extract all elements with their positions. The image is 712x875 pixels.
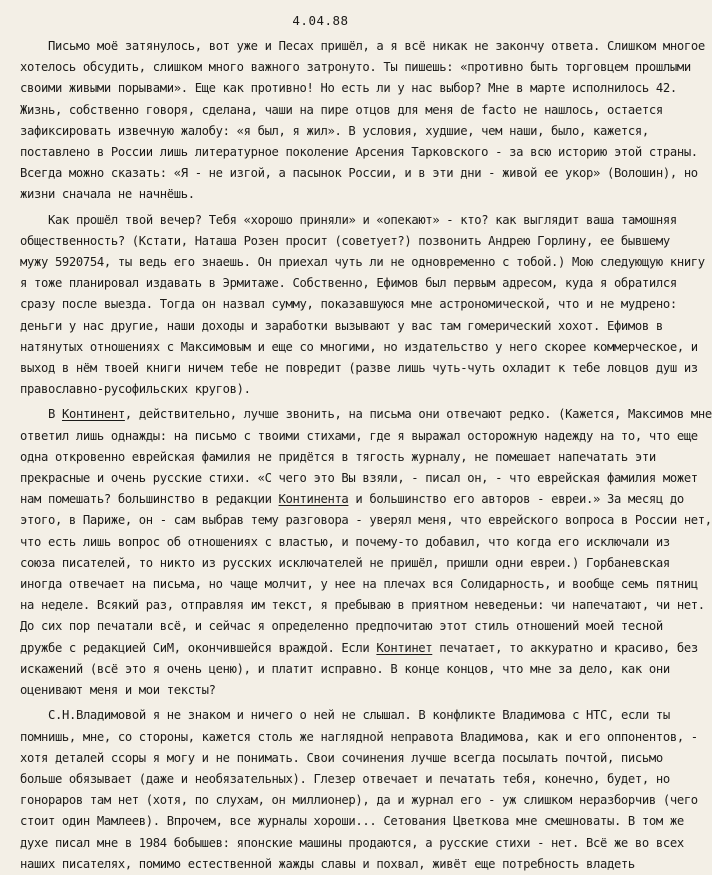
text-line: своими живыми порывами». Еще как противно! Но есть ли у нас выбор? Мне в марте исполнилось 42. — [20, 81, 677, 96]
text-line: союза писателей, то никто из русских исключателей не пришёл, пришли одни евреи.) Горбаневская — [20, 555, 670, 570]
text-line: натянутых отношениях с Максимовым и еще со многими, но издательство у него скорее коммерческое, и — [20, 339, 698, 354]
paragraph — [20, 210, 705, 401]
text-line: стоит один Мамлеев). Впрочем, все журналы хороши... Сетования Цветкова мне смешноваты. В том же — [20, 814, 684, 829]
text-line: духе писал мне в 1984 бобышев: японские машины продаются, а русские стихи - нет. Всё же во всех — [20, 835, 684, 850]
text-line: что есть лишь вопрос об отношениях с властью, и почему-то добавил, что когда его исключали из — [20, 534, 670, 549]
text-line: этого, в Париже, он - сам выбрав тему разговора - уверял меня, что еврейского вопроса в России нет, — [20, 513, 712, 528]
text-line: Жизнь, собственно говоря, сделана, чаши на пире отцов для меня de facto не нашлось, остается — [20, 102, 663, 117]
text-line: помнишь, мне, со стороны, кажется столь же наглядной неправота Владимова, как и его оппонентов, - — [20, 729, 698, 744]
text-line: мужу 5920754, ты ведь его знаешь. Он приехал чуть ли не одновременно с тобой.) Мою следующую книгу — [20, 255, 705, 270]
underlined-title: Континет — [376, 640, 433, 655]
text-line: искажений (всё это я очень ценю), и платит исправно. В конце концов, что мне за дело, как они — [20, 661, 670, 676]
paragraph — [20, 705, 698, 875]
text-line: С.Н.Владимовой я не знаком и ничего о ней не слышал. В конфликте Владимова с НТС, если ты — [48, 708, 670, 723]
text-line: Всегда можно сказать: «Я - не изгой, а пасынок России, и в эти дни - живой ее укор» (Волошин), но — [20, 166, 698, 181]
text-line: сразу после выезда. Тогда он назвал сумму, показавшуюся мне астрономической, что и не мудрено: — [20, 297, 677, 312]
text-line: В Континент, действительно, лучше звонить, на письма они отвечают редко. (Кажется, Максимов мне — [48, 407, 712, 422]
text-line: жизни сначала не начнёшь. — [20, 187, 195, 202]
text-line: общественность? (Кстати, Наташа Розен просит (советует?) позвонить Андрею Горлину, ее бывшему — [20, 233, 670, 248]
letter-body — [20, 36, 712, 875]
underlined-title: Континент — [61, 407, 125, 422]
text-line: До сих пор печатали всё, и сейчас я определенно предпочитаю этот стиль отношений моей тесной — [20, 619, 663, 634]
text-line: иногда отвечает на письма, но чаще молчит, у нее на плечах вся Солидарность, и вообще семь пятниц — [20, 577, 698, 592]
text-line: Письмо моё затянулось, вот уже и Песах пришёл, а я всё никак не закончу ответа. Слишком многое — [48, 39, 705, 53]
text-line: оценивают меня и мои тексты? — [20, 683, 216, 698]
text-line: больше обязывает (даже и необязательных). Глезер отвечает и печатать тебя, конечно, будет, но — [20, 771, 670, 786]
text-line: деньги у нас другие, наши доходы и заработки вызывают у вас там гомерический хохот. Ефимов в — [20, 318, 663, 333]
paragraph — [20, 404, 712, 701]
text-line: одна откровенно еврейская фамилия не придётся в тягость журналу, не помешает напечатать эти — [20, 449, 656, 464]
underlined-title: Континента — [278, 492, 349, 507]
text-line: наших писателях, помимо естественной жажды славы и похвал, живёт еще потребность владеть — [20, 856, 635, 871]
text-line: гонораров там нет (хотя, по слухам, он миллионер), да и журнал его - уж слишком неразборчив (чего — [20, 793, 698, 808]
text-line: зафиксировать извечную жалобу: «я был, я жил». В условия, худшие, чем наши, было, кажется, — [20, 123, 649, 138]
text-line: хотелось обсудить, слишком много важного затронуто. Ты пишешь: «противно быть торговцем прошлыми — [20, 60, 691, 75]
text-line: я тоже планировал издавать в Эрмитаже. Собственно, Ефимов был первым адресом, куда я обратился — [20, 276, 677, 291]
paragraph — [20, 36, 705, 206]
text-line: нам помешать? большинство в редакции Континента и большинство его авторов - евреи.» За месяц до — [20, 492, 684, 507]
text-line: православно-русофильских кругов). — [20, 382, 251, 397]
text-line: выход в нём твоей книги ничем тебе не повредит (разве лишь чуть-чуть охладит к тебе ловцов душ из — [20, 361, 698, 376]
letter-date: 4.04.88 — [292, 13, 349, 28]
text-line: Как прошёл твой вечер? Тебя «хорошо приняли» и «опекают» - кто? как выглядит ваша тамошняя — [48, 212, 677, 227]
text-line: ответил лишь однажды: на письмо с твоими стихами, где я выражал осторожную надежду на то, что еще — [20, 428, 698, 443]
text-line: хотя деталей ссоры я могу и не понимать. Свои сочинения лучше всегда посылать почтой, письмо — [20, 750, 663, 765]
text-line: дружбе с редакцией СиМ, окончившейся враждой. Если Континет печатает, то аккуратно и красиво, без — [20, 640, 698, 655]
text-line: на неделе. Всякий раз, отправляя им текст, я пребываю в приятном неведеньи: чи напечатают, чи нет. — [20, 598, 705, 613]
text-line: поставлено в России лишь литературное поколение Арсения Тарковского - за всю историю этой страны. — [20, 145, 698, 160]
text-line: прекрасные и очень русские стихи. «С чего это Вы взяли, - писал он, - что еврейская фамилия может — [20, 471, 698, 486]
